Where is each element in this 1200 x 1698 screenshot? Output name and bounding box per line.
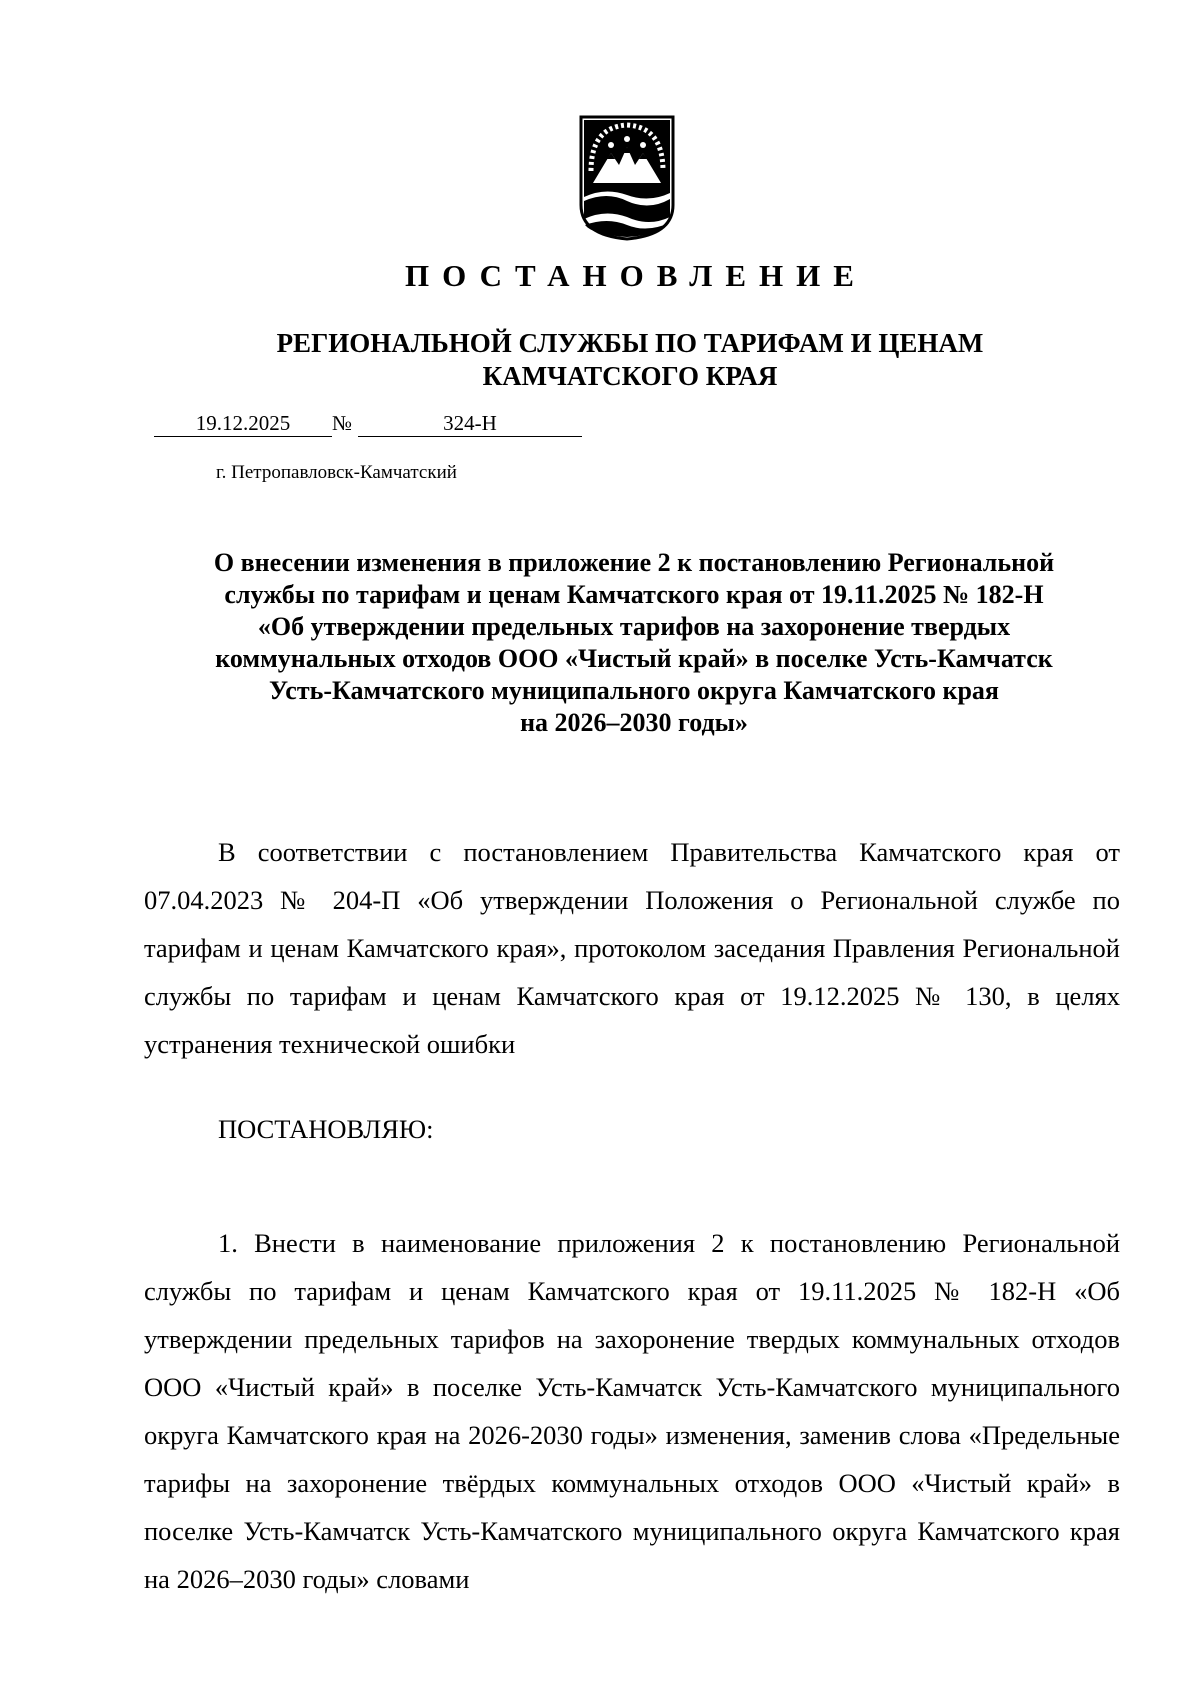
document-type-heading: ПОСТАНОВЛЕНИЕ (405, 258, 867, 293)
document-title (144, 547, 1124, 739)
item-1-paragraph: 1. Внести в наименование приложения 2 к постановлению Региональной службы по тарифам и ценам Камчатского края от 19.11.2025 № 182-Н «Об утверждении предельных тарифов на захоронение твердых коммунальных отходов ООО «Чистый край» в поселке Усть-Камчатск Усть-Камчатского муниципального округа Камчатского края на 2026-2030 годы» изменения, заменив слова «Предельные тарифы на захоронение твёрдых коммунальных отходов ООО «Чистый край» в поселке Усть-Камчатск Усть-Камчатского муниципального округа Камчатского края на 2026–2030 годы» словами (144, 1227, 1120, 1594)
kamchatka-coat-of-arms-icon (576, 113, 678, 241)
registration-number-label: № (332, 411, 353, 435)
document-title-line: «Об утверждении предельных тарифов на захоронение твердых (257, 612, 1011, 641)
city-of-issue: г. Петропавловск-Камчатский (216, 462, 457, 483)
issuing-authority-line: КАМЧАТСКОГО КРАЯ (482, 361, 778, 391)
issuing-authority (240, 327, 1020, 393)
registration-number: 324-Н (358, 410, 582, 437)
document-title-line: О внесении изменения в приложение 2 к постановлению Региональной (213, 548, 1055, 577)
document-title-line: коммунальных отходов ООО «Чистый край» в поселке Усть-Камчатск (215, 644, 1053, 673)
issuing-authority-line: РЕГИОНАЛЬНОЙ СЛУЖБЫ ПО ТАРИФАМ И ЦЕНАМ (276, 328, 984, 358)
document-title-line: на 2026–2030 годы» (520, 708, 748, 737)
registration-date: 19.12.2025 (154, 410, 332, 437)
document-title-line: Усть-Камчатского муниципального округа Камчатского края (269, 676, 999, 705)
preamble-paragraph: В соответствии с постановлением Правительства Камчатского края от 07.04.2023 № 204-П «Об утверждении Положения о Региональной службе по тарифам и ценам Камчатского края», протоколом заседания Правления Региональной службы по тарифам и ценам Камчатского края от 19.12.2025 № 130, в целях устранения технической ошибки (144, 836, 1120, 1059)
decree-word: ПОСТАНОВЛЯЮ: (218, 1114, 434, 1144)
document-title-line: службы по тарифам и ценам Камчатского края от 19.11.2025 № 182-Н (224, 580, 1044, 609)
